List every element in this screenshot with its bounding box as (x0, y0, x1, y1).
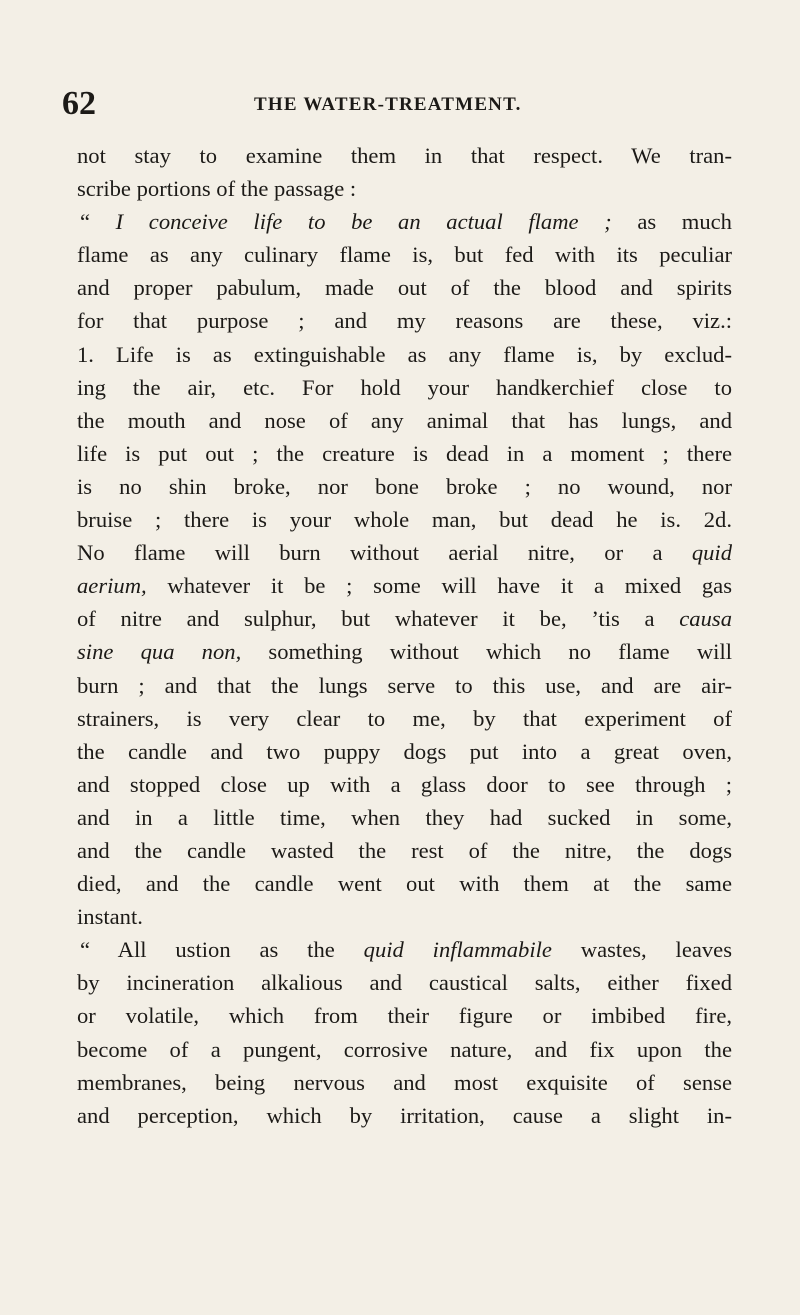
text-line: flame as any culinary flame is, but fed with its peculiar (77, 242, 732, 268)
italic-phrase: sine qua non, (77, 639, 242, 665)
text-line: the mouth and nose of any animal that has lungs, and (77, 407, 732, 433)
text-line: and stopped close up with a glass door to see through ; (77, 771, 732, 797)
running-head: THE WATER-TREATMENT. (254, 94, 522, 115)
text-line: ing the air, etc. For hold your handkerchief close to (77, 374, 732, 400)
italic-phrase: aerium, (77, 573, 147, 599)
page-number: 62 (62, 85, 96, 122)
text-line: aerium, whatever it be ; some will have it a mixed gas (77, 573, 732, 599)
text-line: life is put out ; the creature is dead in a moment ; there (77, 440, 732, 466)
text-line: and proper pabulum, made out of the blood and spirits (77, 275, 732, 301)
text-line: scribe portions of the passage : (77, 176, 357, 202)
text-line: sine qua non, something without which no flame will (77, 639, 732, 665)
page-header (62, 84, 712, 124)
text-line: and in a little time, when they had sucked in some, (77, 804, 732, 830)
text-line: become of a pungent, corrosive nature, and fix upon the (77, 1036, 732, 1062)
text-line: by incineration alkalious and caustical salts, either fixed (77, 970, 732, 996)
text-line: not stay to examine them in that respect. We tran- (77, 143, 732, 168)
text-line: “ All ustion as the quid inflammabile wastes, leaves (80, 937, 732, 963)
text-line: of nitre and sulphur, but whatever it be, ’tis a causa (77, 606, 732, 632)
italic-phrase: quid (691, 540, 732, 566)
body-text (77, 139, 732, 1132)
italic-phrase: causa (679, 606, 732, 632)
text-line: and the candle wasted the rest of the nitre, the dogs (77, 837, 732, 863)
text-line: membranes, being nervous and most exquisite of sense (77, 1069, 732, 1095)
text-line: the candle and two puppy dogs put into a great oven, (77, 738, 732, 764)
text-line: burn ; and that the lungs serve to this use, and are air- (77, 672, 732, 698)
text-line: bruise ; there is your whole man, but dead he is. 2d. (77, 507, 732, 533)
italic-phrase: quid inflammabile (363, 937, 552, 963)
italic-phrase: I conceive life to be an actual flame ; (115, 209, 612, 235)
text-line: instant. (77, 904, 143, 930)
text-line: 1. Life is as extinguishable as any flame is, by exclud- (77, 341, 732, 367)
text-line: for that purpose ; and my reasons are these, viz.: (77, 308, 732, 334)
text-line: and perception, which by irritation, cause a slight in- (77, 1102, 732, 1128)
text-line: is no shin broke, nor bone broke ; no wound, nor (77, 473, 732, 499)
text-line: or volatile, which from their figure or imbibed fire, (77, 1003, 732, 1029)
text-line: strainers, is very clear to me, by that experiment of (77, 705, 732, 731)
text-line: “ I conceive life to be an actual flame ; as much (80, 209, 732, 235)
text-line: died, and the candle went out with them at the same (77, 871, 732, 897)
text-line: No flame will burn without aerial nitre, or a quid (77, 540, 732, 566)
